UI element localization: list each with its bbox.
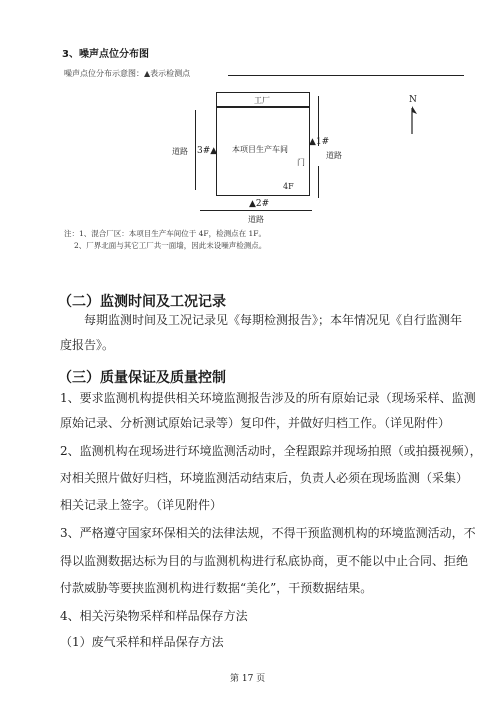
- note-line-2: 2、厂界北面与其它工厂共一面墙，因此未设噪声检测点。: [74, 241, 267, 250]
- section-title-monitoring-time: （二）监测时间及工况记录: [58, 294, 226, 310]
- bottom-road-label: 道路: [248, 215, 264, 224]
- quality-paragraph-line: （1）废气采样和样品保存方法: [60, 635, 224, 649]
- diagram-caption: 噪声点位分布示意图：▲表示检测点: [64, 69, 191, 78]
- bottom-road-line: [200, 210, 312, 211]
- section2-paragraph-line-1: 每期监测时间及工况记录见《每期检测报告》；本年情况见《自行监测年: [84, 313, 463, 327]
- monitoring-point-3: 3#▲: [197, 146, 218, 156]
- right-road-line-lower: [318, 166, 319, 198]
- quality-paragraph-line: 相关记录上签字。（详见附件）: [60, 498, 223, 512]
- quality-paragraph-line: 4、相关污染物采样和样品保存方法: [60, 609, 248, 623]
- page-number: 第 17 页: [230, 674, 266, 684]
- left-road-label: 道路: [172, 147, 188, 156]
- monitoring-point-2: ▲2#: [249, 199, 270, 209]
- floor-label: 4F: [283, 182, 294, 191]
- factory-label: 工厂: [254, 96, 270, 105]
- door-label: 门: [297, 158, 305, 167]
- quality-paragraph-line: 2、监测机构在现场进行环境监测活动时，全程跟踪并现场拍照（或拍摄视频），: [60, 444, 482, 458]
- caption-rule: [228, 75, 464, 76]
- quality-paragraph-line: 对相关照片做好归档，环境监测活动结束后，负责人必须在现场监测（采集）: [60, 471, 469, 485]
- quality-paragraph-line: 3、严格遵守国家环保相关的法律法规，不得干预监测机构的环境监测活动，不: [60, 526, 476, 540]
- quality-paragraph-line: 1、要求监测机构提供相关环境监测报告涉及的所有原始记录（现场采样、监测: [60, 391, 476, 405]
- note-line-1: 注：1、混合厂区：本项目生产车间位于 4F，检测点在 1F。: [64, 229, 266, 238]
- section-heading-noise-distribution: 3、噪声点位分布图: [62, 49, 149, 60]
- left-road-line: [195, 110, 196, 190]
- quality-paragraph-line: 付款威胁等要挟监测机构进行数据“美化”，干预数据结果。: [60, 581, 373, 595]
- monitoring-point-1: ▲1#: [309, 137, 330, 147]
- section-title-quality-control: （三）质量保证及质量控制: [58, 370, 226, 386]
- quality-paragraph-line: 原始记录、分析测试原始记录等）复印件，并做好归档工作。（详见附件）: [60, 416, 451, 430]
- section2-paragraph-line-2: 度报告》。: [60, 338, 115, 352]
- right-road-label: 道路: [326, 151, 342, 160]
- north-arrow-icon: [405, 106, 419, 134]
- north-label: N: [409, 95, 417, 105]
- workshop-label: 本项目生产车间: [232, 145, 288, 154]
- quality-paragraph-line: 得以监测数据达标为目的与监测机构进行私底协商，更不能以中止合同、拒绝: [60, 554, 469, 568]
